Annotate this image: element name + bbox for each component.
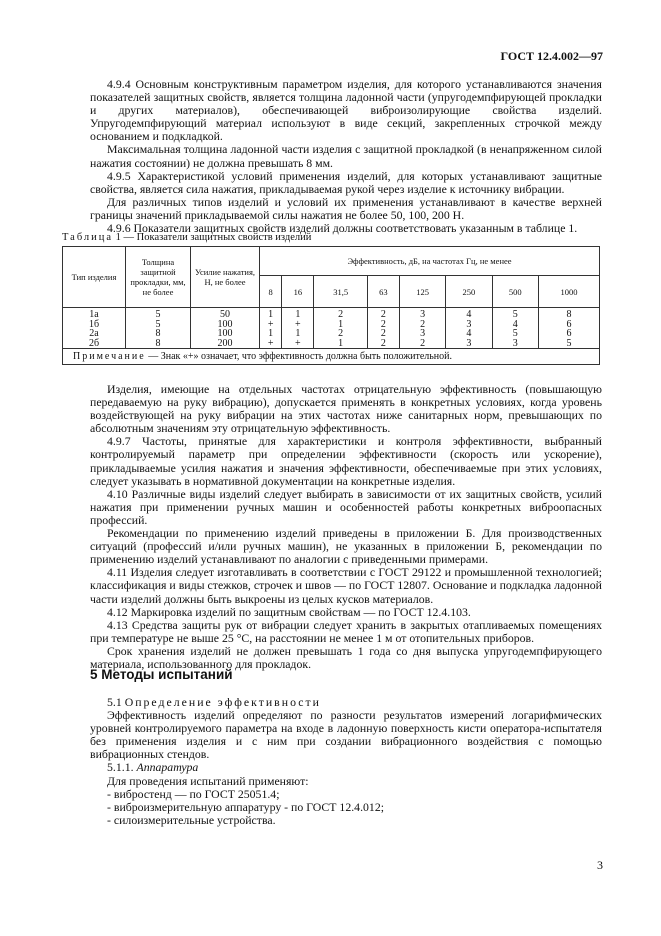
- table-note: [63, 349, 600, 365]
- table-cell: 6: [538, 329, 599, 339]
- table-cell: 3: [399, 329, 445, 339]
- table-caption: [62, 232, 311, 243]
- freq-header: 500: [492, 276, 538, 308]
- table-cell: 1: [314, 339, 368, 349]
- table-cell: 4: [492, 320, 538, 330]
- table-cell: 2: [314, 308, 368, 320]
- table-cell: 6: [538, 320, 599, 330]
- page-header: ГОСТ 12.4.002—97: [500, 49, 603, 63]
- table-cell: 2: [314, 329, 368, 339]
- table-cell: 1б: [63, 320, 126, 330]
- table-cell: 2: [367, 320, 399, 330]
- table-cell: 8: [538, 308, 599, 320]
- table-cell: 2: [367, 329, 399, 339]
- col-thickness-header: Толщина защитной прокладки, мм, не более: [126, 247, 191, 308]
- table-cell: 1: [282, 308, 314, 320]
- table-caption-prefix: Таблица: [62, 232, 114, 243]
- table-cell: 1: [314, 320, 368, 330]
- table-cell: 1: [260, 329, 282, 339]
- table-cell: 100: [191, 320, 260, 330]
- table-row: [63, 308, 600, 320]
- freq-header: 250: [446, 276, 492, 308]
- list-item: - вибростенд — по ГОСТ 25051.4;: [107, 786, 280, 801]
- freq-header: 31,5: [314, 276, 368, 308]
- table-cell: 8: [126, 329, 191, 339]
- table-cell: 5: [126, 308, 191, 320]
- paragraph: Для различных типов изделий и условий их применения устанавливают в качестве верхней границы значений прикладываемой силы нажатия не более 50, 100, 200 Н.: [90, 194, 602, 222]
- table-cell: 4: [446, 308, 492, 320]
- table-cell: 2: [367, 308, 399, 320]
- text-block-1: [90, 78, 602, 235]
- subsubsection-heading: [90, 761, 602, 774]
- paragraph: 4.10 Различные виды изделий следует выбирать в зависимости от их защитных свойств, усилий нажатия при применении ручных машин и особенностей работы конкретных виброопасных профессий.: [90, 486, 602, 527]
- paragraph: 4.9.6 Показатели защитных свойств изделий должны соответствовать указанным в таблице 1.: [107, 221, 578, 236]
- table-cell: 3: [446, 339, 492, 349]
- table-cell: 100: [191, 329, 260, 339]
- paragraph: 4.9.7 Частоты, принятые для характеристики и контроля эффективности, выбранный контролируемый параметр при определении эффективности (скорость или ускорение), прикладываемые усилия нажатия и значения эффективности, обеспечиваемые при этих условиях, следует указывать в нормативной документации на конкретные изделия.: [90, 434, 602, 488]
- page-number: 3: [597, 858, 603, 872]
- table-cell: +: [260, 320, 282, 330]
- paragraph: 4.9.5 Характеристикой условий применения изделий, для которых устанавливают защитные свойства, является сила нажатия, прикладываемая рукой через изделие к источнику вибрации.: [90, 168, 602, 196]
- table-note-prefix: Примечание: [73, 351, 146, 362]
- table-cell: 1а: [63, 308, 126, 320]
- table-cell: +: [282, 320, 314, 330]
- table-cell: +: [282, 339, 314, 349]
- table-cell: 5: [492, 308, 538, 320]
- protection-table: [62, 246, 600, 365]
- freq-header: 63: [367, 276, 399, 308]
- paragraph: 4.12 Маркировка изделий по защитным свойствам — по ГОСТ 12.4.103.: [107, 604, 471, 619]
- table-cell: 5: [126, 320, 191, 330]
- table-cell: 2: [399, 339, 445, 349]
- paragraph: Максимальная толщина ладонной части изделия с защитной прокладкой (в ненапряженном силой нажатия состоянии) не должна превышать 8 мм.: [90, 142, 602, 170]
- table-cell: 5: [492, 329, 538, 339]
- list-item: - силоизмерительные устройства.: [107, 812, 276, 827]
- paragraph: Рекомендации по применению изделий приведены в приложении Б. Для производственных ситуаций (профессий и/или ручных машин), не указанных в приложении Б, рекомендации по применению изделий устанавливают по аналогии с приведенными примерами.: [90, 526, 602, 567]
- table-row: [63, 339, 600, 349]
- table-row: [63, 320, 600, 330]
- table-cell: 5: [538, 339, 599, 349]
- table-cell: 2: [367, 339, 399, 349]
- freq-header: 125: [399, 276, 445, 308]
- table-cell: 3: [399, 308, 445, 320]
- table-cell: 3: [446, 320, 492, 330]
- table-cell: 200: [191, 339, 260, 349]
- text-block-3: [90, 696, 602, 827]
- col-efficiency-header: Эффективность, дБ, на частотах Гц, не менее: [260, 247, 600, 276]
- paragraph: Изделия, имеющие на отдельных частотах отрицательную эффективность (повышающую передаваемую на руку вибрацию), допускается применять в конкретных условиях, когда уровень воздействующей на руку вибрации на этих частотах ниже санитарных норм, превышающих по абсолютным значениям эту отрицательную эффективность.: [90, 382, 602, 436]
- table-cell: 3: [492, 339, 538, 349]
- table-cell: 2: [399, 320, 445, 330]
- table-caption-rest: 1 — Показатели защитных свойств изделий: [113, 232, 312, 243]
- freq-header: 16: [282, 276, 314, 308]
- subsubsection-number: 5.1.1.: [107, 760, 134, 775]
- list-item: - виброизмерительную аппаратуру - по ГОСТ 12.4.012;: [107, 799, 384, 814]
- paragraph: Срок хранения изделий не должен превышать 1 года со дня выпуска упругодемпфирующего материала, использованного для прокладок.: [90, 643, 602, 671]
- table-cell: 1: [282, 329, 314, 339]
- paragraph: Эффективность изделий определяют по разности результатов измерений логарифмических уровней контролируемого параметра на входе в ладонную поверхность кисти оператора-испытателя без применения изделия и с ним при создании вибрационного воздействия с помощью вибрационных стендов.: [90, 708, 602, 762]
- freq-header: 1000: [538, 276, 599, 308]
- table-cell: 2а: [63, 329, 126, 339]
- paragraph: Для проведения испытаний применяют:: [107, 773, 309, 788]
- subsection-number: 5.1: [107, 695, 122, 709]
- paragraph: 4.11 Изделия следует изготавливать в соответствии с ГОСТ 29122 и промышленной технологией; классификация и виды стежков, строчек и швов — по ГОСТ 12807. Основание и подкладка ладонной части изделий должны быть выкроены из целых кусков материалов.: [90, 565, 602, 606]
- table-cell: 1: [260, 308, 282, 320]
- paragraph: 4.13 Средства защиты рук от вибрации следует хранить в закрытых отапливаемых помещениях при температуре не выше 25 °С, на расстоянии не менее 1 м от отопительных приборов.: [90, 617, 602, 645]
- table-cell: 50: [191, 308, 260, 320]
- table-cell: 8: [126, 339, 191, 349]
- table-cell: +: [260, 339, 282, 349]
- col-force-header: Усилие нажатия, Н, не более: [191, 247, 260, 308]
- table-cell: 2б: [63, 339, 126, 349]
- section-title: 5 Методы испытаний: [90, 667, 233, 682]
- table-cell: 4: [446, 329, 492, 339]
- col-type-header: Тип изделия: [63, 247, 126, 308]
- subsubsection-title: Аппаратура: [136, 760, 199, 775]
- table-row: [63, 329, 600, 339]
- paragraph: 4.9.4 Основным конструктивным параметром изделия, для которого устанавливаются значения показателей защитных свойств, является толщина ладонной части (упругодемпфирующей прокладки и других материалов), обеспечивающей виброизолирующие свойства изделий. Упругодемпфирующий материал используют в виде секций, закрепленных строчкой между основанием и подкладкой.: [90, 77, 602, 144]
- table-note-rest: — Знак «+» означает, что эффективность должна быть положительной.: [145, 351, 453, 362]
- text-block-2: [90, 383, 602, 671]
- freq-header: 8: [260, 276, 282, 308]
- subsection-title: Определение эффективности: [124, 695, 321, 709]
